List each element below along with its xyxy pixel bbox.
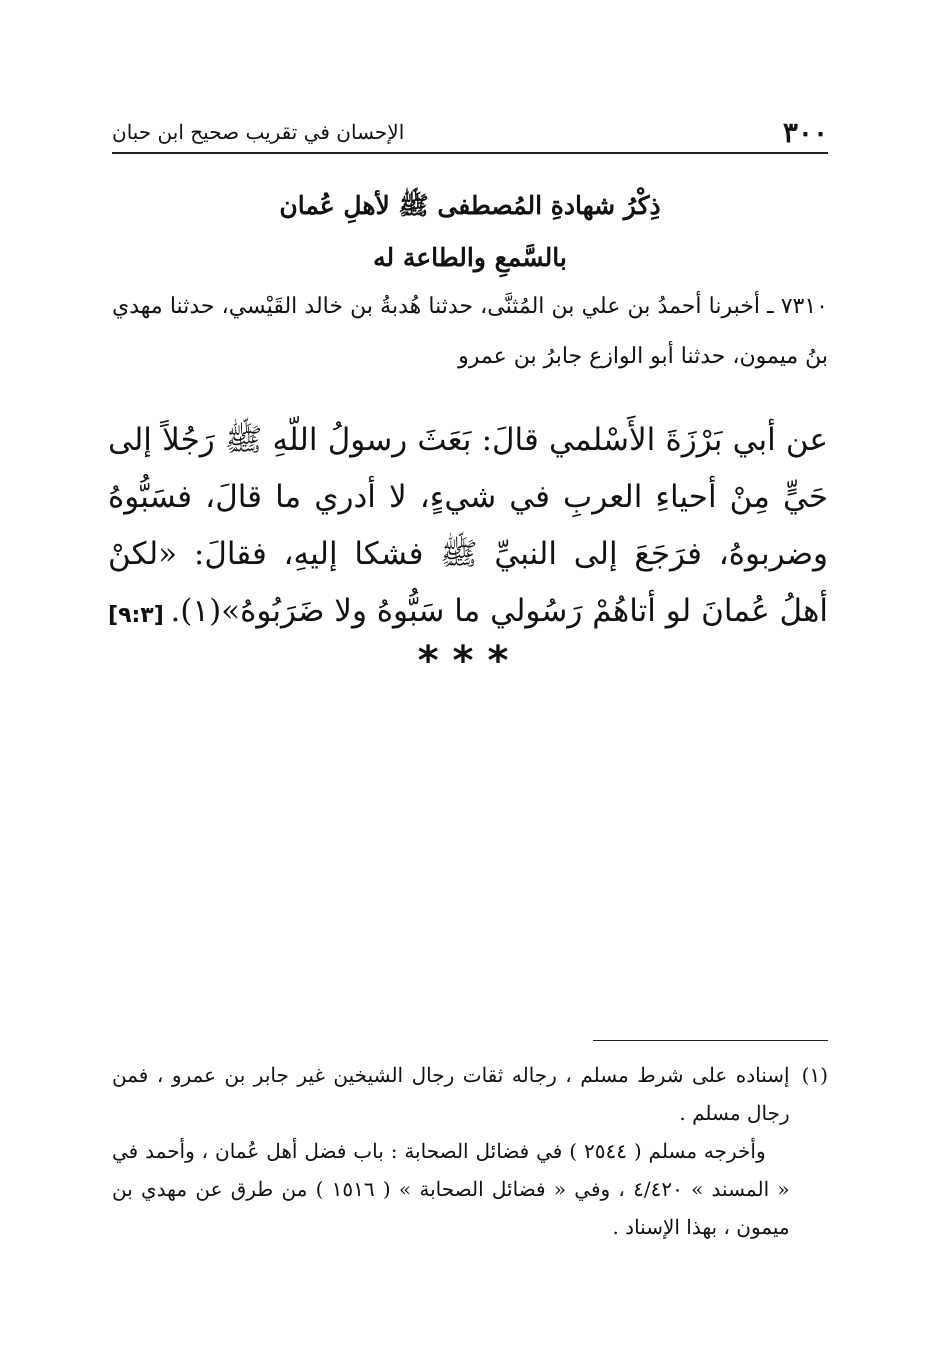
chapter-heading — [112, 180, 828, 284]
section-separator: *** — [417, 638, 523, 684]
running-title: الإحسان في تقريب صحيح ابن حبان — [112, 120, 405, 144]
footnote-number: (١) — [801, 1063, 828, 1087]
hadith-reference: [٩:٣] — [108, 603, 164, 628]
footnote-divider — [593, 1040, 828, 1041]
footnote-paragraph-2: وأخرجه مسلم ( ٢٥٤٤ ) في فضائل الصحابة : باب فضل أهل عُمان ، وأحمد في « المسند » ٤/٤٢٠ ، وفي « فضائل الصحابة » ( ١٥١٦ ) من طرق عن مهدي بن ميمون ، بهذا الإسناد . — [112, 1139, 790, 1239]
hadith-isnad: ٧٣١٠ ـ أخبرنا أحمدُ بن علي بن المُثنَّى، حدثنا هُدبةُ بن خالد القَيْسي، حدثنا مهدي بنُ ميمون، حدثنا أبو الوازع جابرُ بن عمرو — [112, 294, 828, 369]
hadith-matn: عن أبي بَرْزَةَ الأَسْلمي قالَ: بَعَثَ رسولُ اللّهِ ﷺ رَجُلاً إلى حَيٍّ مِنْ أحياءِ العربِ في شيءٍ، لا أدري ما قالَ، فسَبُّوهُ وضربوهُ، فرَجَعَ إلى النبيِّ ﷺ فشكا إليهِ، فقالَ: «لكنْ أهلُ عُمانَ لو أتاهُمْ رَسُولي ما سَبُّوهُ ولا ضَرَبُوهُ»(١). — [108, 422, 828, 629]
page-number: ٣٠٠ — [782, 115, 828, 149]
footnote-paragraph-1: إسناده على شرط مسلم ، رجاله ثقات رجال الشيخين غير جابر بن عمرو ، فمن رجال مسلم . — [112, 1063, 790, 1125]
page-header — [112, 112, 828, 154]
footnotes — [112, 1056, 828, 1246]
hadith-matn-block — [108, 412, 828, 644]
chapter-title-line-2: بالسَّمعِ والطاعة له — [373, 243, 567, 272]
footnote-item — [112, 1056, 828, 1246]
chapter-title-line-1: ذِكْرُ شهادةِ المُصطفى ﷺ لأهلِ عُمان — [279, 191, 661, 220]
footnote-body — [112, 1056, 790, 1246]
